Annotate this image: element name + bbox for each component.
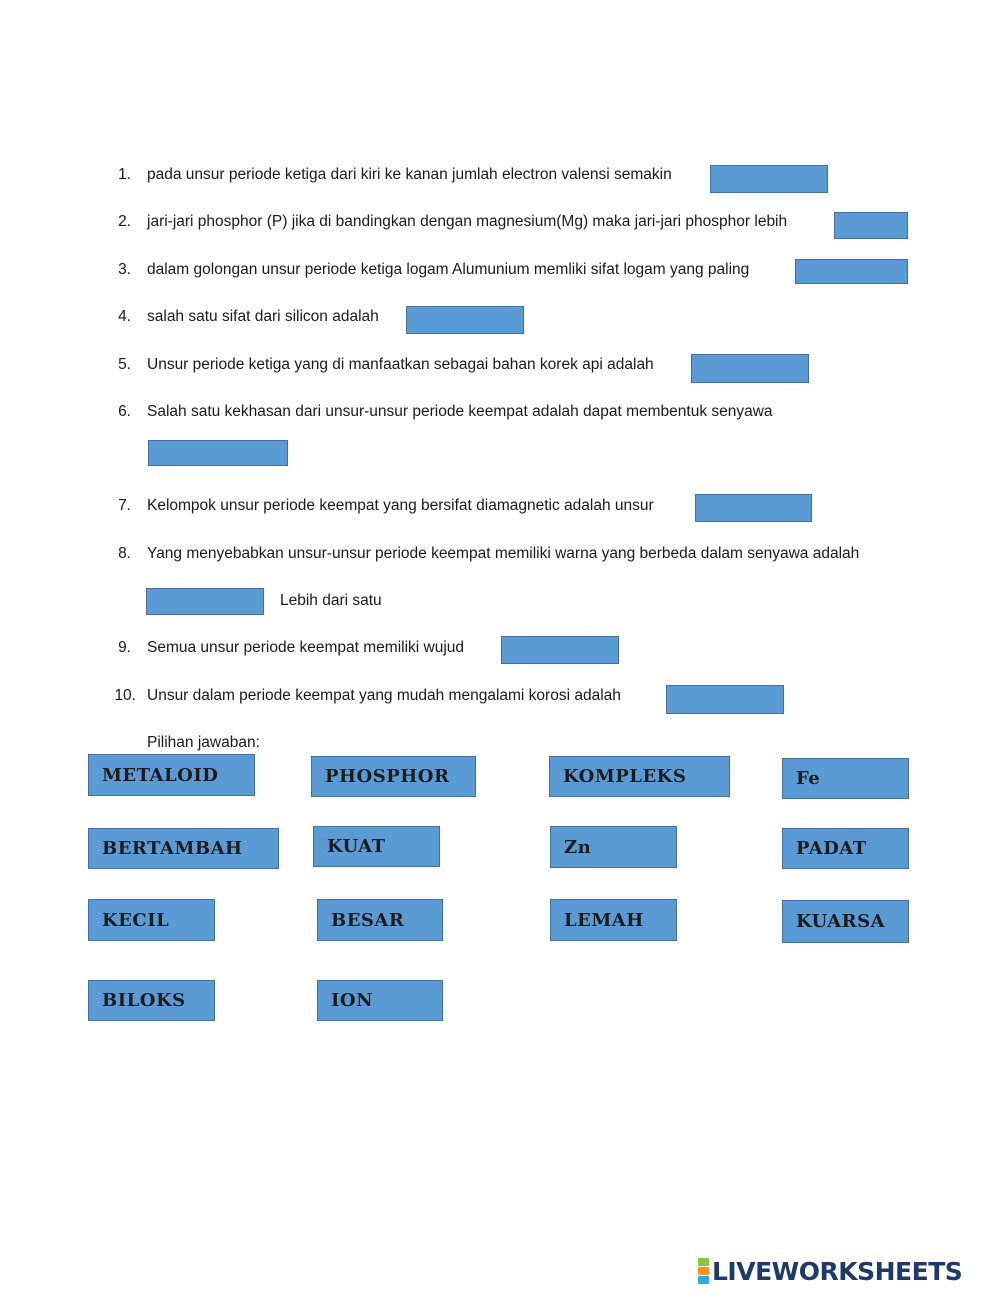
- question-number: 7.: [118, 497, 131, 514]
- answer-blank-10[interactable]: [666, 685, 784, 714]
- logo-block-icon: [698, 1258, 709, 1266]
- question-number: 8.: [118, 545, 131, 562]
- answer-blank-3[interactable]: [795, 259, 908, 284]
- choice-ion[interactable]: ION: [317, 980, 443, 1021]
- choice-kecil[interactable]: KECIL: [88, 899, 215, 941]
- question-text: jari-jari phosphor (P) jika di bandingkan dengan magnesium(Mg) maka jari-jari phosphor lebih: [147, 213, 788, 230]
- answer-blank-9[interactable]: [501, 636, 619, 664]
- question-text: pada unsur periode ketiga dari kiri ke kanan jumlah electron valensi semakin: [147, 166, 672, 183]
- choice-besar[interactable]: BESAR: [317, 899, 443, 941]
- choice-zn[interactable]: Zn: [550, 826, 677, 868]
- question-number: 5.: [118, 356, 131, 373]
- choices-label: Pilihan jawaban:: [147, 734, 260, 751]
- question-number: 9.: [118, 639, 131, 656]
- choice-biloks[interactable]: BILOKS: [88, 980, 215, 1021]
- choice-phosphor[interactable]: PHOSPHOR: [311, 756, 476, 797]
- question-text: Salah satu kekhasan dari unsur-unsur periode keempat adalah dapat membentuk senyawa: [147, 403, 773, 420]
- choice-lemah[interactable]: LEMAH: [550, 899, 677, 941]
- multiple-answer-note: Lebih dari satu: [280, 592, 382, 609]
- question-text: dalam golongan unsur periode ketiga logam Alumunium memliki sifat logam yang paling: [147, 261, 750, 278]
- question-text: salah satu sifat dari silicon adalah: [147, 308, 379, 325]
- logo-block-icon: [698, 1276, 709, 1284]
- choice-kompleks[interactable]: KOMPLEKS: [549, 756, 730, 797]
- answer-blank-8[interactable]: [146, 588, 264, 615]
- question-number: 3.: [118, 261, 131, 278]
- answer-blank-7[interactable]: [695, 494, 812, 522]
- question-number: 2.: [118, 213, 131, 230]
- liveworksheets-logo: [698, 1256, 962, 1286]
- answer-blank-2[interactable]: [834, 212, 908, 239]
- choice-kuat[interactable]: KUAT: [313, 826, 440, 867]
- question-text: Semua unsur periode keempat memiliki wujud: [147, 639, 465, 656]
- choice-metaloid[interactable]: METALOID: [88, 754, 255, 796]
- brand-name: LIVEWORKSHEETS: [712, 1256, 963, 1286]
- logo-block-icon: [698, 1267, 709, 1275]
- question-text: Yang menyebabkan unsur-unsur periode keempat memiliki warna yang berbeda dalam senyawa adalah: [147, 545, 860, 562]
- question-number: 6.: [118, 403, 131, 420]
- liveworksheets-icon: [698, 1258, 709, 1284]
- answer-blank-1[interactable]: [710, 165, 828, 193]
- question-text: Unsur periode ketiga yang di manfaatkan sebagai bahan korek api adalah: [147, 356, 654, 373]
- answer-blank-5[interactable]: [691, 354, 809, 383]
- question-number: 10.: [114, 687, 136, 704]
- question-text: Kelompok unsur periode keempat yang bersifat diamagnetic adalah unsur: [147, 497, 654, 514]
- choice-fe[interactable]: Fe: [782, 758, 909, 799]
- question-text: Unsur dalam periode keempat yang mudah mengalami korosi adalah: [147, 687, 621, 704]
- choice-kuarsa[interactable]: KUARSA: [782, 900, 909, 943]
- question-number: 1.: [118, 166, 131, 183]
- answer-blank-4[interactable]: [406, 306, 524, 334]
- choice-padat[interactable]: PADAT: [782, 828, 909, 869]
- question-number: 4.: [118, 308, 131, 325]
- choice-bertambah[interactable]: BERTAMBAH: [88, 828, 279, 869]
- answer-blank-6[interactable]: [148, 440, 288, 466]
